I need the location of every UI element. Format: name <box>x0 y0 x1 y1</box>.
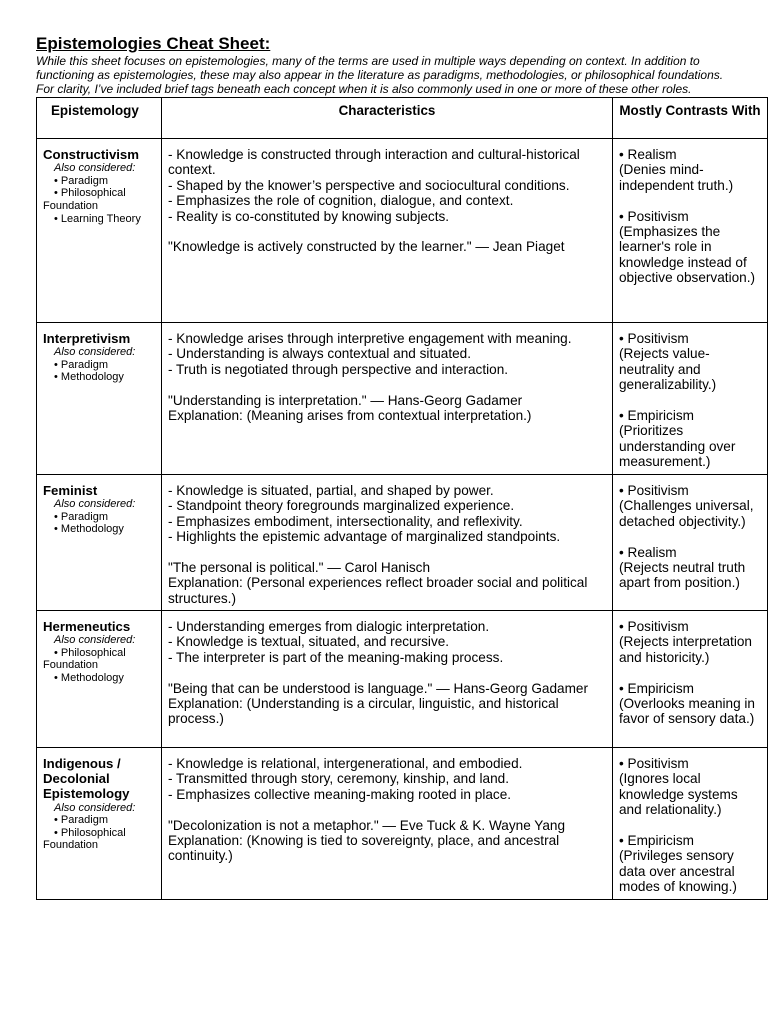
header-epistemology: Epistemology <box>37 98 162 139</box>
table-row <box>37 139 768 323</box>
spacer <box>619 529 761 544</box>
characteristic-point: - Knowledge is relational, intergenerational, and embodied. <box>168 756 523 771</box>
role-tag <box>43 523 155 536</box>
intro-paragraph: While this sheet focuses on epistemologies, many of the terms are used in multiple ways depending on context. In addition to functioning as epistemologies, these may also appear in the literature as paradigms, methodologies, or philosophical foundations. For clarity, I’ve included brief tags beneath each concept when it is also commonly used in one or more of these other roles. <box>36 54 724 96</box>
quote: "Being that can be understood is language." — Hans-Georg Gadamer <box>168 680 588 696</box>
contrast-note: (Challenges universal, detached objectivity.) <box>619 498 754 529</box>
role-tag-text: • Philosophical Foundation <box>43 187 126 212</box>
characteristics-cell <box>162 475 613 611</box>
table-row <box>37 323 768 475</box>
contrast-term: • Positivism <box>619 756 689 771</box>
role-tag <box>43 371 155 384</box>
contrasts-cell <box>613 475 768 611</box>
contrast-term: • Realism <box>619 147 677 162</box>
epistemology-cell <box>37 611 162 748</box>
role-tag-text: • Philosophical Foundation <box>43 826 126 852</box>
contrast-term: • Empiricism <box>619 680 694 696</box>
characteristic-point: - Knowledge is situated, partial, and shaped by power. <box>168 483 494 498</box>
characteristics-cell <box>162 323 613 475</box>
spacer <box>619 193 761 208</box>
role-tag-text: • Methodology <box>54 523 124 536</box>
table-row <box>37 611 768 748</box>
explanation: Explanation: (Understanding is a circular, linguistic, and historical process.) <box>168 696 559 727</box>
characteristic-point: - Knowledge is constructed through interaction and cultural-historical context. <box>168 147 580 178</box>
spacer <box>168 545 606 560</box>
contrast-note: (Rejects interpretation and historicity.) <box>619 634 752 665</box>
page-title: Epistemologies Cheat Sheet: <box>36 34 271 53</box>
role-tag-text: • Paradigm <box>54 358 108 371</box>
role-tag-text: • Paradigm <box>54 174 108 187</box>
contrasts-cell <box>613 323 768 475</box>
role-tag-text: • Methodology <box>54 371 124 384</box>
spacer <box>168 224 606 239</box>
also-considered-label: Also considered: <box>54 498 136 511</box>
contrast-note: (Prioritizes understanding over measurement.) <box>619 423 736 470</box>
header-characteristics: Characteristics <box>162 98 613 139</box>
epistemology-name: Hermeneutics <box>43 619 131 634</box>
role-tag <box>43 827 155 852</box>
epistemology-name: Feminist <box>43 483 98 498</box>
characteristic-point: - Shaped by the knower’s perspective and sociocultural conditions. <box>168 177 570 193</box>
also-considered-label: Also considered: <box>54 346 136 359</box>
role-tag-text: • Paradigm <box>54 510 108 523</box>
contrast-term: • Empiricism <box>619 833 694 849</box>
characteristic-point: - Highlights the epistemic advantage of marginalized standpoints. <box>168 529 561 545</box>
table-header-row <box>37 98 768 139</box>
contrasts-cell <box>613 611 768 748</box>
contrast-term: • Positivism <box>619 483 689 498</box>
table-row <box>37 475 768 611</box>
cheat-sheet-page <box>36 34 767 900</box>
explanation: Explanation: (Knowing is tied to sovereignty, place, and ancestral continuity.) <box>168 833 560 864</box>
contrast-term: • Empiricism <box>619 408 694 424</box>
spacer <box>168 802 606 817</box>
role-tag-text: • Learning Theory <box>54 212 141 225</box>
characteristic-point: - Reality is co-constituted by knowing subjects. <box>168 208 450 224</box>
epistemology-cell <box>37 323 162 475</box>
contrast-note: (Denies mind-independent truth.) <box>619 162 734 193</box>
role-tag-list <box>43 511 155 536</box>
characteristics-cell <box>162 611 613 748</box>
characteristic-point: - Understanding is always contextual and situated. <box>168 346 472 362</box>
role-tag <box>43 213 155 226</box>
characteristic-point: - Knowledge is textual, situated, and recursive. <box>168 634 450 650</box>
quote: "The personal is political." — Carol Hanisch <box>168 560 430 576</box>
quote: "Decolonization is not a metaphor." — Eve Tuck & K. Wayne Yang <box>168 817 566 833</box>
explanation: Explanation: (Meaning arises from contextual interpretation.) <box>168 408 532 424</box>
epistemology-table <box>36 97 768 900</box>
spacer <box>619 393 761 408</box>
characteristic-point: - Emphasizes the role of cognition, dialogue, and context. <box>168 193 514 209</box>
spacer <box>619 818 761 833</box>
contrast-note: (Rejects neutral truth apart from position.) <box>619 560 746 591</box>
contrast-note: (Ignores local knowledge systems and relationality.) <box>619 771 738 818</box>
characteristics-cell <box>162 139 613 323</box>
role-tag-text: • Philosophical Foundation <box>43 646 126 672</box>
contrast-term: • Realism <box>619 544 677 560</box>
role-tag <box>43 175 155 188</box>
role-tag-text: • Methodology <box>54 671 124 684</box>
characteristic-point: - Transmitted through story, ceremony, kinship, and land. <box>168 771 510 787</box>
contrasts-cell <box>613 748 768 900</box>
role-tag-list <box>43 647 155 685</box>
contrast-term: • Positivism <box>619 619 689 634</box>
header-contrasts: Mostly Contrasts With <box>613 98 768 139</box>
characteristics-cell <box>162 748 613 900</box>
role-tag-list <box>43 814 155 852</box>
role-tag-list <box>43 175 155 225</box>
explanation: Explanation: (Personal experiences reflect broader social and political structures.) <box>168 575 588 606</box>
role-tag <box>43 814 155 827</box>
contrast-note: (Rejects value-neutrality and generalizability.) <box>619 346 717 393</box>
quote: "Understanding is interpretation." — Hans-Georg Gadamer <box>168 392 523 408</box>
role-tag <box>43 359 155 372</box>
role-tag <box>43 672 155 685</box>
also-considered-label: Also considered: <box>54 634 136 647</box>
characteristic-point: - Truth is negotiated through perspective and interaction. <box>168 361 509 377</box>
characteristic-point: - Understanding emerges from dialogic interpretation. <box>168 619 490 634</box>
also-considered-label: Also considered: <box>54 801 136 814</box>
epistemology-name: Indigenous / Decolonial Epistemology <box>43 756 130 802</box>
also-considered-label: Also considered: <box>54 162 136 175</box>
epistemology-cell <box>37 475 162 611</box>
characteristic-point: - Standpoint theory foregrounds marginalized experience. <box>168 498 515 514</box>
quote: "Knowledge is actively constructed by the learner." — Jean Piaget <box>168 239 565 255</box>
characteristic-point: - The interpreter is part of the meaning-making process. <box>168 649 504 665</box>
contrast-note: (Emphasizes the learner's role in knowledge instead of objective observation.) <box>619 224 756 286</box>
characteristic-point: - Emphasizes embodiment, intersectionality, and reflexivity. <box>168 513 523 529</box>
characteristic-point: - Knowledge arises through interpretive engagement with meaning. <box>168 331 572 346</box>
epistemology-cell <box>37 139 162 323</box>
role-tag-list <box>43 359 155 384</box>
role-tag-text: • Paradigm <box>54 814 108 827</box>
epistemology-name: Interpretivism <box>43 331 131 346</box>
role-tag <box>43 187 155 212</box>
role-tag <box>43 647 155 672</box>
spacer <box>619 665 761 680</box>
role-tag <box>43 511 155 524</box>
table-row <box>37 748 768 900</box>
characteristic-point: - Emphasizes collective meaning-making rooted in place. <box>168 786 512 802</box>
contrast-term: • Positivism <box>619 208 689 224</box>
epistemology-name: Constructivism <box>43 147 139 162</box>
contrast-note: (Privileges sensory data over ancestral modes of knowing.) <box>619 848 737 895</box>
epistemology-cell <box>37 748 162 900</box>
contrast-term: • Positivism <box>619 331 689 346</box>
spacer <box>168 377 606 392</box>
contrast-note: (Overlooks meaning in favor of sensory data.) <box>619 696 755 727</box>
spacer <box>168 665 606 680</box>
contrasts-cell <box>613 139 768 323</box>
